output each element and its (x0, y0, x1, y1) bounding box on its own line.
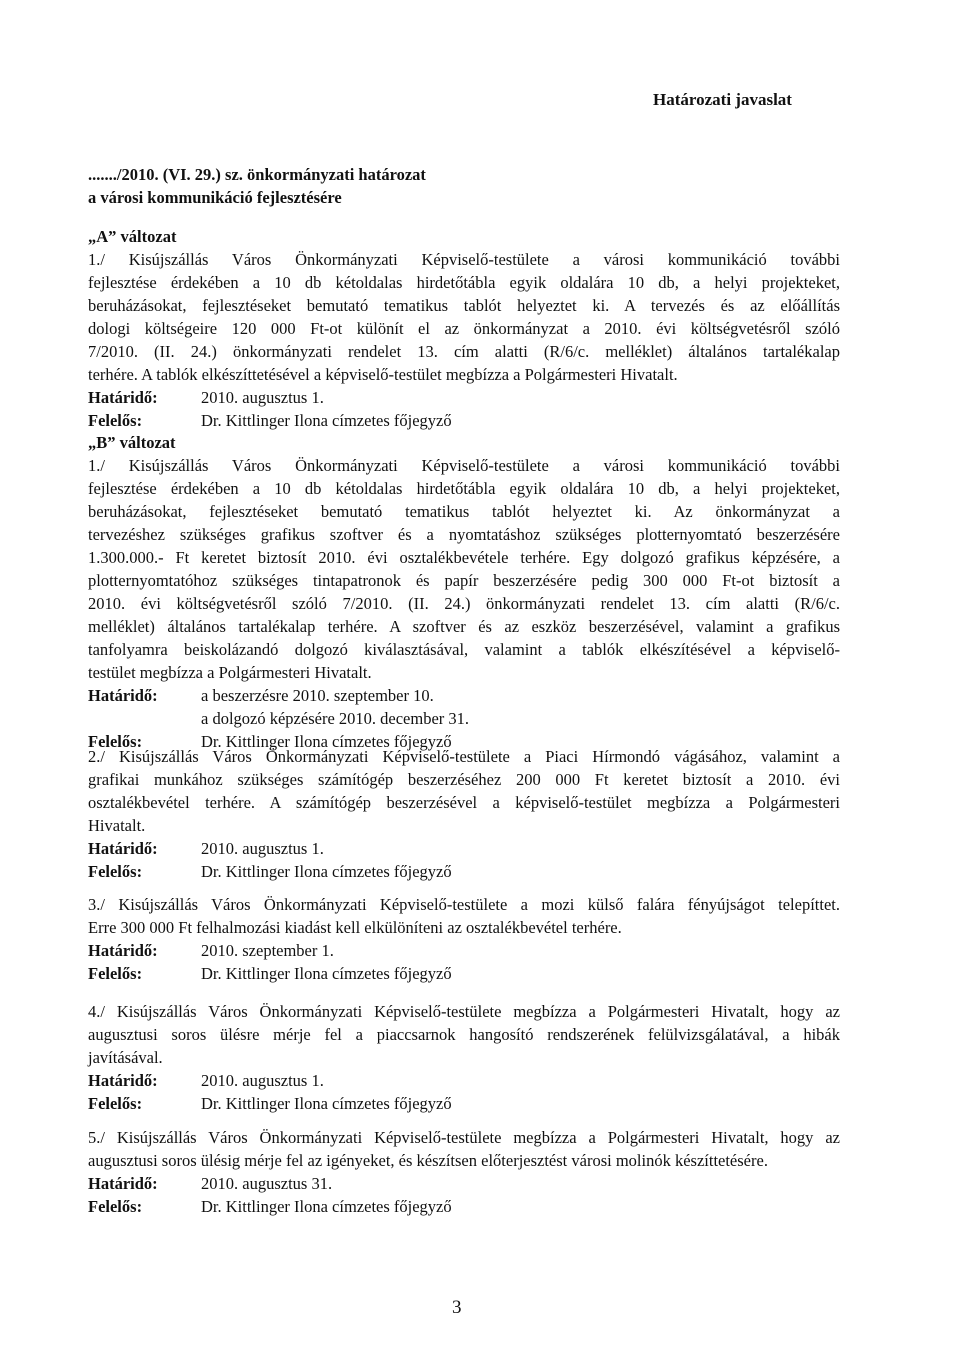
responsible-label: Felelős: (88, 411, 143, 430)
responsible-row (88, 860, 840, 883)
variant-a-title: „A” változat (88, 227, 177, 246)
deadline-row (88, 1069, 840, 1092)
paragraph-line: 2./ Kisújszállás Város Önkormányzati Képviselő-testülete a Piaci Hírmondó vágásához, valamint a (88, 747, 840, 766)
deadline-value-training: a dolgozó képzésére 2010. december 31. (201, 709, 470, 728)
page-number: 3 (452, 1297, 462, 1318)
paragraph-line: javításával. (88, 1048, 163, 1067)
responsible-value: Dr. Kittlinger Ilona címzetes főjegyző (201, 411, 452, 430)
responsible-label: Felelős: (88, 1094, 143, 1113)
responsible-label: Felelős: (88, 1197, 143, 1216)
paragraph-line: fejlesztése érdekében a 10 db kétoldalas hirdetőtábla egyik oldalára 10 db, a helyi projekteket, (88, 479, 840, 498)
responsible-value: Dr. Kittlinger Ilona címzetes főjegyző (201, 732, 452, 751)
responsible-label: Felelős: (88, 732, 143, 751)
paragraph-line: augusztusi soros ülésig mérje fel az igényeket, és készítsen előterjesztést városi molinók készíttetésére. (88, 1151, 768, 1170)
item-2-text (88, 745, 840, 837)
responsible-value: Dr. Kittlinger Ilona címzetes főjegyző (201, 1094, 452, 1113)
responsible-value: Dr. Kittlinger Ilona címzetes főjegyző (201, 964, 452, 983)
responsible-value: Dr. Kittlinger Ilona címzetes főjegyző (201, 862, 452, 881)
deadline-value: 2010. augusztus 1. (201, 839, 324, 858)
paragraph-line: melléklet) általános tartalékalap terhére. A szoftver és az eszköz beszerzésével, valamint a grafikus (88, 617, 840, 636)
paragraph-line: 4./ Kisújszállás Város Önkormányzati Képviselő-testülete megbízza a Polgármesteri Hivatalt, hogy az (88, 1002, 840, 1021)
deadline-value-procurement: a beszerzésre 2010. szeptember 10. (201, 686, 434, 705)
variant-a-section (88, 225, 840, 432)
deadline-label: Határidő: (88, 388, 158, 407)
paragraph-line: 2010. évi költségvetésről szóló 7/2010. (II. 24.) önkormányzati rendelet 13. cím alatti (R/6/c. (88, 594, 840, 613)
deadline-row (88, 939, 840, 962)
paragraph-line: osztalékbevétel terhére. A számítógép beszerzésével a képviselő-testület megbízza a Polgármesteri (88, 793, 840, 812)
responsible-row (88, 962, 840, 985)
variant-b-text (88, 454, 840, 684)
item-5-text (88, 1126, 840, 1172)
variant-a-text (88, 248, 840, 386)
deadline-label: Határidő: (88, 941, 158, 960)
paragraph-line: tervezéshez szükséges grafikus szoftver és a nyomtatáshoz szükséges plotternyomtató beszerzésére (88, 525, 840, 544)
item-3-section (88, 893, 840, 985)
deadline-value: 2010. augusztus 31. (201, 1174, 333, 1193)
paragraph-line: Hivatalt. (88, 816, 146, 835)
deadline-row (88, 386, 840, 409)
variant-b-title: „B” változat (88, 433, 176, 452)
paragraph-line: fejlesztése érdekében a 10 db kétoldalas hirdetőtábla egyik oldalára 10 db, a helyi projekteket, (88, 273, 840, 292)
deadline-row (88, 684, 840, 707)
item-3-text (88, 893, 840, 939)
deadline-label: Határidő: (88, 1174, 158, 1193)
paragraph-line: plotternyomtatóhoz szükséges tintapatronok és papír beszerzésére pedig 300 000 Ft-ot biztosít a (88, 571, 840, 590)
item-5-section (88, 1126, 840, 1218)
item-4-section (88, 1000, 840, 1115)
paragraph-line: augusztusi soros ülésre mérje fel a piaccsarnok hangosító rendszerének felülvizsgálatával, a hibák (88, 1025, 840, 1044)
paragraph-line: grafikai munkához szükséges számítógép beszerzéséhez 200 000 Ft keretet biztosít a 2010. évi (88, 770, 840, 789)
paragraph-line: beruházásokat, fejlesztéseket bemutató tematikus tablót helyeztet ki. A tervezés és az előállítás (88, 296, 840, 315)
deadline-row-2 (88, 707, 840, 730)
resolution-subject: a városi kommunikáció fejlesztésére (88, 188, 342, 207)
responsible-row (88, 409, 840, 432)
responsible-label: Felelős: (88, 964, 143, 983)
item-2-section (88, 745, 840, 883)
deadline-label: Határidő: (88, 839, 158, 858)
responsible-label: Felelős: (88, 862, 143, 881)
item-4-text (88, 1000, 840, 1069)
paragraph-line: 1./ Kisújszállás Város Önkormányzati Képviselő-testülete a városi kommunikáció további (88, 456, 840, 475)
responsible-row (88, 1195, 840, 1218)
paragraph-line: beruházásokat, fejlesztéseket bemutató tematikus tablót helyeztet ki. Az önkormányzat a (88, 502, 840, 521)
deadline-row (88, 837, 840, 860)
responsible-row (88, 1092, 840, 1115)
responsible-value: Dr. Kittlinger Ilona címzetes főjegyző (201, 1197, 452, 1216)
paragraph-line: 1.300.000.- Ft keretet biztosít 2010. évi osztalékbevétele terhére. Egy dolgozó grafikus képzésére, a (88, 548, 840, 567)
deadline-label: Határidő: (88, 686, 158, 705)
paragraph-line: 7/2010. (II. 24.) önkormányzati rendelet 13. cím alatti (R/6/c. melléklet) általános tartalékalap (88, 342, 840, 361)
deadline-value: 2010. augusztus 1. (201, 1071, 324, 1090)
deadline-value: 2010. szeptember 1. (201, 941, 334, 960)
deadline-value: 2010. augusztus 1. (201, 388, 324, 407)
deadline-label: Határidő: (88, 1071, 158, 1090)
paragraph-line: dologi költségeire 120 000 Ft-ot különít el az önkormányzat a 2010. évi költségvetésről szóló (88, 319, 840, 338)
paragraph-line: 5./ Kisújszállás Város Önkormányzati Képviselő-testülete megbízza a Polgármesteri Hivatalt, hogy az (88, 1128, 840, 1147)
deadline-row (88, 1172, 840, 1195)
paragraph-line: 1./ Kisújszállás Város Önkormányzati Képviselő-testülete a városi kommunikáció további (88, 250, 840, 269)
paragraph-line: tanfolyamra beiskolázandó dolgozó kiválasztásával, valamint a tablók elkészítésével a képviselő- (88, 640, 840, 659)
paragraph-line: Erre 300 000 Ft felhalmozási kiadást kell elkülöníteni az osztalékbevétel terhére. (88, 918, 622, 937)
variant-b-section (88, 431, 840, 753)
proposal-label: Határozati javaslat (653, 90, 792, 109)
paragraph-line: 3./ Kisújszállás Város Önkormányzati Képviselő-testülete a mozi külső falára fényújságot telepíttet. (88, 895, 840, 914)
resolution-number: ......./2010. (VI. 29.) sz. önkormányzati határozat (88, 165, 426, 184)
paragraph-line: testület megbízza a Polgármesteri Hivatalt. (88, 663, 372, 682)
paragraph-line: terhére. A tablók elkészíttetésével a képviselő-testület megbízza a Polgármesteri Hivatalt. (88, 365, 678, 384)
